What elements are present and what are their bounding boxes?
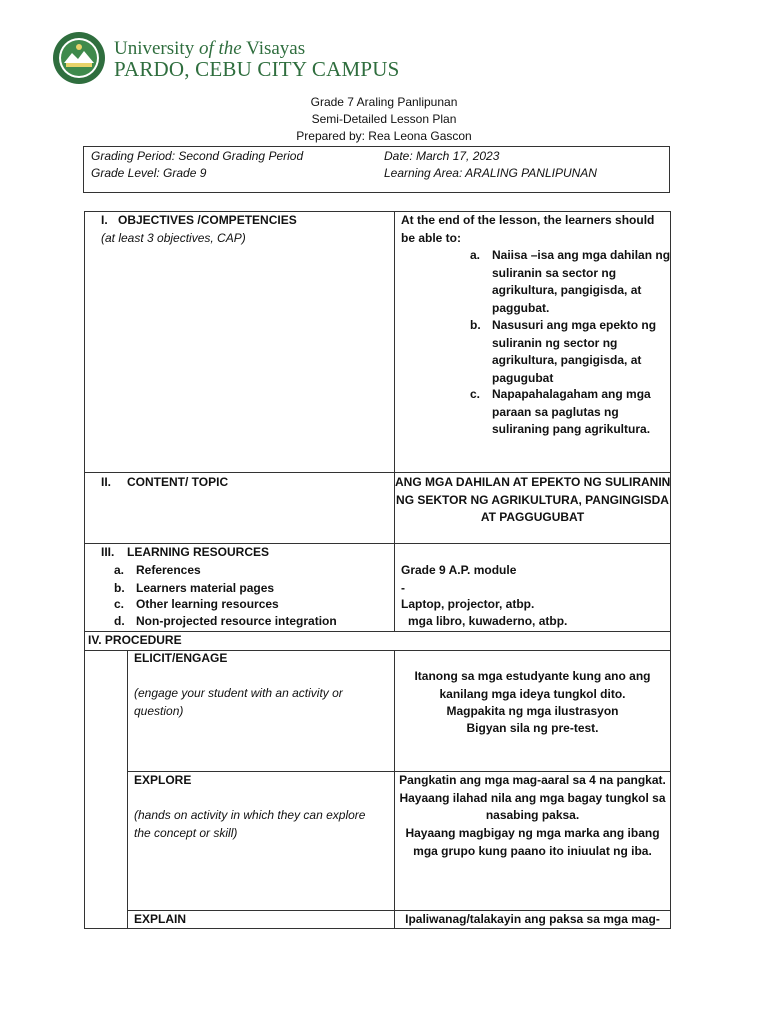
resource-value: Grade 9 A.P. module — [401, 563, 517, 577]
resource-value: mga libro, kuwaderno, atbp. — [408, 614, 568, 628]
elicit-note-line: question) — [134, 703, 184, 718]
objective-b-line: Nasusuri ang mga epekto ng — [492, 318, 657, 332]
info-box — [83, 146, 670, 193]
content-topic-line: AT PAGGUGUBAT — [480, 510, 585, 524]
resources-heading: LEARNING RESOURCES — [127, 545, 270, 559]
title-plan-type: Semi-Detailed Lesson Plan — [311, 112, 457, 126]
objectives-intro-line-1: At the end of the lesson, the learners should — [401, 213, 655, 227]
explore-body-line: Hayaang magbigay ng mga marka ang ibang — [405, 826, 660, 840]
table-border-left — [84, 211, 85, 929]
resource-value: Laptop, projector, atbp. — [401, 597, 535, 611]
procedure-heading: IV. PROCEDURE — [88, 633, 182, 647]
university-suffix: Visayas — [241, 38, 306, 59]
objective-c-line: suliraning pang agrikultura. — [492, 422, 651, 436]
objectives-heading: OBJECTIVES /COMPETENCIES — [118, 213, 297, 227]
learning-area: Learning Area: ARALING PANLIPUNAN — [384, 166, 597, 180]
content-topic-line: NG SEKTOR NG AGRIKULTURA, PANGINGISDA — [396, 492, 669, 507]
objective-a-line: Naiisa –isa ang mga dahilan ng — [492, 248, 671, 262]
table-border-right — [670, 211, 671, 929]
objective-c-line: Napapahalagaham ang mga — [492, 387, 651, 401]
objective-b-line: suliranin ng sector ng — [492, 335, 618, 350]
content-number: II. — [101, 475, 112, 489]
content-heading: CONTENT/ TOPIC — [127, 475, 229, 489]
objective-marker-c: c. — [470, 387, 481, 401]
column-divider — [394, 211, 395, 631]
grade-level: Grade Level: Grade 9 — [91, 166, 207, 180]
elicit-body-line: Magpakita ng mga ilustrasyon — [446, 704, 619, 718]
objective-a-line: agrikultura, pangigisda, at — [492, 283, 642, 297]
university-prefix: University — [114, 38, 199, 59]
column-divider — [127, 650, 128, 929]
resource-value: - — [401, 580, 405, 595]
university-seal-logo — [52, 31, 106, 85]
resources-number: III. — [101, 545, 115, 559]
objective-marker-b: b. — [470, 318, 481, 332]
resource-label: Non-projected resource integration — [136, 614, 337, 628]
elicit-body-line: Itanong sa mga estudyante kung ano ang — [414, 669, 651, 683]
resource-label: Other learning resources — [136, 597, 279, 611]
explore-title: EXPLORE — [134, 773, 192, 787]
explore-body-line: Hayaang ilahad nila ang mga bagay tungkol sa — [399, 790, 666, 805]
objectives-intro-line-2: be able to: — [401, 231, 462, 245]
explore-note-line: (hands on activity in which they can explore — [134, 808, 366, 822]
row-divider — [84, 472, 671, 473]
title-grade: Grade 7 Araling Panlipunan — [310, 95, 458, 109]
explain-title: EXPLAIN — [134, 912, 187, 926]
lesson-date: Date: March 17, 2023 — [384, 149, 500, 163]
elicit-title: ELICIT/ENGAGE — [134, 651, 228, 665]
resource-label: References — [136, 563, 201, 577]
resource-label: Learners material pages — [136, 580, 275, 595]
resource-marker: b. — [114, 580, 125, 595]
objective-a-line: suliranin sa sector ng — [492, 265, 617, 280]
explore-note-line: the concept or skill) — [134, 825, 238, 840]
objective-b-line: agrikultura, pangigisda, at — [492, 353, 642, 367]
campus-name: PARDO, CEBU CITY CAMPUS — [114, 57, 400, 81]
explore-body-line: Pangkatin ang mga mag-aaral sa 4 na pangkat. — [399, 773, 666, 787]
resource-marker: c. — [114, 597, 125, 611]
university-italic: of the — [198, 38, 242, 59]
resource-marker: a. — [114, 563, 125, 577]
objective-c-line: paraan sa paglutas ng — [492, 404, 619, 419]
elicit-body-line: kanilang mga ideya tungkol dito. — [439, 686, 626, 701]
objective-b-line: pagugubat — [492, 370, 554, 385]
explain-body-line: Ipaliwanag/talakayin ang paksa sa mga mag- — [405, 912, 660, 926]
resource-marker: d. — [114, 614, 125, 628]
content-topic-line: ANG MGA DAHILAN AT EPEKTO NG SULIRANIN — [395, 475, 671, 489]
explore-body-line: mga grupo kung paano ito iniuulat ng iba. — [413, 843, 652, 858]
title-prepared-by: Prepared by: Rea Leona Gascon — [296, 129, 472, 143]
objective-marker-a: a. — [470, 248, 481, 262]
elicit-note-line: (engage your student with an activity or — [134, 686, 343, 700]
explore-body-line: nasabing paksa. — [485, 808, 580, 822]
objective-a-line: paggubat. — [492, 300, 550, 315]
grading-period: Grading Period: Second Grading Period — [91, 149, 304, 163]
elicit-body-line: Bigyan sila ng pre-test. — [466, 721, 599, 735]
objectives-number: I. — [101, 213, 108, 227]
objectives-note: (at least 3 objectives, CAP) — [101, 231, 246, 245]
